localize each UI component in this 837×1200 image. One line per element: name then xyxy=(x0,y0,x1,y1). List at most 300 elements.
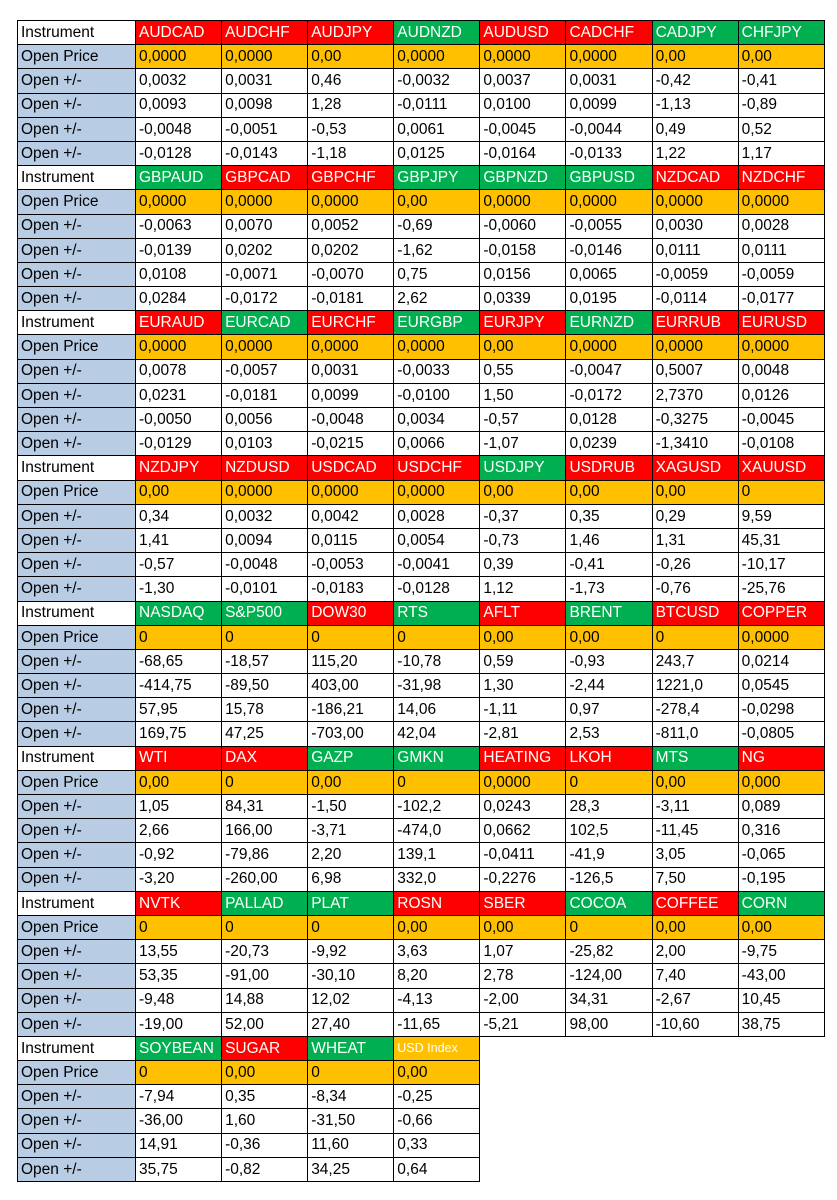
change-cell: 1,41 xyxy=(136,528,222,552)
change-cell: 0,0125 xyxy=(394,141,480,165)
open-price-cell: 0 xyxy=(136,915,222,939)
empty-cell xyxy=(566,1036,652,1060)
change-cell: -3,11 xyxy=(652,795,738,819)
change-cell: 0,0662 xyxy=(480,819,566,843)
change-cell: -0,25 xyxy=(394,1085,480,1109)
symbol-rosn: ROSN xyxy=(394,891,480,915)
change-cell: 0,0056 xyxy=(222,408,308,432)
empty-cell xyxy=(480,1036,566,1060)
change-cell: -31,98 xyxy=(394,674,480,698)
change-row xyxy=(18,722,825,746)
change-row xyxy=(18,117,825,141)
empty-cell xyxy=(652,1157,738,1181)
symbol-eurchf: EURCHF xyxy=(308,311,394,335)
symbol-euraud: EURAUD xyxy=(136,311,222,335)
change-row xyxy=(18,674,825,698)
change-cell: -0,0215 xyxy=(308,432,394,456)
change-row xyxy=(18,1012,825,1036)
open-price-cell: 0 xyxy=(394,625,480,649)
symbol-brent: BRENT xyxy=(566,601,652,625)
change-cell: 1,31 xyxy=(652,528,738,552)
open-price-label: Open Price xyxy=(18,335,136,359)
change-cell: 0,0042 xyxy=(308,504,394,528)
change-cell: -4,13 xyxy=(394,988,480,1012)
open-price-cell: 0,00 xyxy=(308,770,394,794)
open-change-label: Open +/- xyxy=(18,383,136,407)
change-row xyxy=(18,359,825,383)
empty-cell xyxy=(566,1109,652,1133)
change-cell: -0,82 xyxy=(222,1157,308,1181)
open-price-cell: 0 xyxy=(308,1061,394,1085)
symbol-eurusd: EURUSD xyxy=(738,311,824,335)
open-price-cell: 0,0000 xyxy=(136,45,222,69)
change-cell: 42,04 xyxy=(394,722,480,746)
open-change-label: Open +/- xyxy=(18,141,136,165)
change-cell: -0,0045 xyxy=(738,408,824,432)
change-cell: 0,0243 xyxy=(480,795,566,819)
change-cell: -41,9 xyxy=(566,843,652,867)
change-cell: -0,69 xyxy=(394,214,480,238)
change-cell: -0,0172 xyxy=(222,287,308,311)
empty-cell xyxy=(480,1109,566,1133)
change-cell: 0,55 xyxy=(480,359,566,383)
open-change-label: Open +/- xyxy=(18,262,136,286)
open-price-cell: 0,00 xyxy=(566,480,652,504)
open-price-cell: 0,0000 xyxy=(308,190,394,214)
open-price-row xyxy=(18,45,825,69)
empty-cell xyxy=(566,1061,652,1085)
symbol-nasdaq: NASDAQ xyxy=(136,601,222,625)
change-cell: 0,0100 xyxy=(480,93,566,117)
open-price-cell: 0 xyxy=(222,915,308,939)
change-cell: -124,00 xyxy=(566,964,652,988)
change-cell: 0,0126 xyxy=(738,383,824,407)
change-row xyxy=(18,795,825,819)
change-cell: 1,46 xyxy=(566,528,652,552)
symbol-copper: COPPER xyxy=(738,601,824,625)
open-change-label: Open +/- xyxy=(18,988,136,1012)
empty-cell xyxy=(480,1061,566,1085)
change-cell: 47,25 xyxy=(222,722,308,746)
change-cell: 102,5 xyxy=(566,819,652,843)
open-price-cell: 0,00 xyxy=(222,1061,308,1085)
change-cell: 0,0214 xyxy=(738,649,824,673)
symbol-s-p500: S&P500 xyxy=(222,601,308,625)
change-cell: 0,0065 xyxy=(566,262,652,286)
change-cell: -25,76 xyxy=(738,577,824,601)
open-price-cell: 0,0000 xyxy=(480,45,566,69)
change-row xyxy=(18,287,825,311)
open-price-cell: 0,00 xyxy=(308,45,394,69)
open-price-label: Open Price xyxy=(18,770,136,794)
change-cell: -0,0059 xyxy=(738,262,824,286)
change-cell: -0,0133 xyxy=(566,141,652,165)
change-cell: 0,0034 xyxy=(394,408,480,432)
change-cell: -1,50 xyxy=(308,795,394,819)
change-cell: -0,0411 xyxy=(480,843,566,867)
symbol-ng: NG xyxy=(738,746,824,770)
change-cell: 166,00 xyxy=(222,819,308,843)
change-cell: 15,78 xyxy=(222,698,308,722)
instrument-row xyxy=(18,456,825,480)
change-cell: -2,81 xyxy=(480,722,566,746)
change-row xyxy=(18,1157,825,1181)
open-price-cell: 0,00 xyxy=(738,45,824,69)
open-price-cell: 0,0000 xyxy=(652,335,738,359)
change-cell: -0,0060 xyxy=(480,214,566,238)
open-price-cell: 0,00 xyxy=(136,770,222,794)
instrument-row xyxy=(18,311,825,335)
change-cell: -811,0 xyxy=(652,722,738,746)
change-cell: -0,0100 xyxy=(394,383,480,407)
change-cell: 2,66 xyxy=(136,819,222,843)
symbol-lkoh: LKOH xyxy=(566,746,652,770)
change-row xyxy=(18,577,825,601)
change-cell: -474,0 xyxy=(394,819,480,843)
change-cell: 3,63 xyxy=(394,940,480,964)
symbol-nvtk: NVTK xyxy=(136,891,222,915)
change-cell: -1,11 xyxy=(480,698,566,722)
change-cell: -0,0047 xyxy=(566,359,652,383)
change-cell: -10,78 xyxy=(394,649,480,673)
instrument-row xyxy=(18,166,825,190)
change-cell: -0,0805 xyxy=(738,722,824,746)
change-cell: -0,0143 xyxy=(222,141,308,165)
symbol-xagusd: XAGUSD xyxy=(652,456,738,480)
change-cell: -0,0108 xyxy=(738,432,824,456)
symbol-gbpnzd: GBPNZD xyxy=(480,166,566,190)
change-row xyxy=(18,698,825,722)
open-change-label: Open +/- xyxy=(18,287,136,311)
change-cell: -18,57 xyxy=(222,649,308,673)
change-cell: 403,00 xyxy=(308,674,394,698)
change-cell: -0,93 xyxy=(566,649,652,673)
change-cell: 243,7 xyxy=(652,649,738,673)
symbol-nzdusd: NZDUSD xyxy=(222,456,308,480)
change-cell: 35,75 xyxy=(136,1157,222,1181)
change-cell: -1,18 xyxy=(308,141,394,165)
open-price-cell: 0,0000 xyxy=(394,335,480,359)
instrument-label: Instrument xyxy=(18,891,136,915)
symbol-usdjpy: USDJPY xyxy=(480,456,566,480)
open-price-cell: 0,0000 xyxy=(738,625,824,649)
change-cell: 0,0061 xyxy=(394,117,480,141)
open-price-label: Open Price xyxy=(18,915,136,939)
symbol-audnzd: AUDNZD xyxy=(394,21,480,45)
open-change-label: Open +/- xyxy=(18,528,136,552)
change-cell: 0,39 xyxy=(480,553,566,577)
change-cell: 0,97 xyxy=(566,698,652,722)
change-cell: -0,0050 xyxy=(136,408,222,432)
change-cell: -0,57 xyxy=(480,408,566,432)
change-cell: -703,00 xyxy=(308,722,394,746)
open-price-cell: 0,0000 xyxy=(222,335,308,359)
change-cell: -9,48 xyxy=(136,988,222,1012)
empty-cell xyxy=(480,1157,566,1181)
symbol-mts: MTS xyxy=(652,746,738,770)
change-row xyxy=(18,69,825,93)
change-cell: 0,0099 xyxy=(566,93,652,117)
change-cell: -0,0177 xyxy=(738,287,824,311)
empty-cell xyxy=(566,1157,652,1181)
open-change-label: Open +/- xyxy=(18,553,136,577)
symbol-plat: PLAT xyxy=(308,891,394,915)
change-cell: 0,0098 xyxy=(222,93,308,117)
change-row xyxy=(18,528,825,552)
empty-cell xyxy=(566,1133,652,1157)
instrument-row xyxy=(18,746,825,770)
symbol-gbpaud: GBPAUD xyxy=(136,166,222,190)
change-cell: -11,65 xyxy=(394,1012,480,1036)
change-cell: -260,00 xyxy=(222,867,308,891)
change-cell: -126,5 xyxy=(566,867,652,891)
change-cell: 0,64 xyxy=(394,1157,480,1181)
symbol-gbpcad: GBPCAD xyxy=(222,166,308,190)
change-cell: 0,0032 xyxy=(136,69,222,93)
open-price-cell: 0,00 xyxy=(394,1061,480,1085)
change-row xyxy=(18,867,825,891)
open-price-label: Open Price xyxy=(18,45,136,69)
change-cell: -1,62 xyxy=(394,238,480,262)
open-price-cell: 0,0000 xyxy=(136,335,222,359)
change-cell: -414,75 xyxy=(136,674,222,698)
change-cell: 2,53 xyxy=(566,722,652,746)
change-cell: -11,45 xyxy=(652,819,738,843)
change-row xyxy=(18,819,825,843)
open-price-cell: 0,0000 xyxy=(480,770,566,794)
change-cell: -0,0057 xyxy=(222,359,308,383)
change-cell: 6,98 xyxy=(308,867,394,891)
symbol-wti: WTI xyxy=(136,746,222,770)
change-cell: -0,53 xyxy=(308,117,394,141)
change-cell: -0,37 xyxy=(480,504,566,528)
change-cell: -278,4 xyxy=(652,698,738,722)
open-price-cell: 0 xyxy=(222,625,308,649)
change-cell: 139,1 xyxy=(394,843,480,867)
open-price-cell: 0,0000 xyxy=(394,480,480,504)
open-price-cell: 0,00 xyxy=(480,480,566,504)
change-cell: 8,20 xyxy=(394,964,480,988)
empty-cell xyxy=(738,1109,824,1133)
symbol-cocoa: COCOA xyxy=(566,891,652,915)
symbol-audcad: AUDCAD xyxy=(136,21,222,45)
open-change-label: Open +/- xyxy=(18,577,136,601)
change-row xyxy=(18,1133,825,1157)
symbol-gbpchf: GBPCHF xyxy=(308,166,394,190)
open-price-cell: 0,00 xyxy=(738,915,824,939)
change-row xyxy=(18,649,825,673)
open-price-cell: 0,0000 xyxy=(566,335,652,359)
change-cell: -0,0158 xyxy=(480,238,566,262)
open-change-label: Open +/- xyxy=(18,69,136,93)
change-cell: 0,0032 xyxy=(222,504,308,528)
change-cell: 332,0 xyxy=(394,867,480,891)
change-cell: 0,0078 xyxy=(136,359,222,383)
empty-cell xyxy=(566,1085,652,1109)
instrument-label: Instrument xyxy=(18,746,136,770)
change-cell: -0,0172 xyxy=(566,383,652,407)
open-price-cell: 0,0000 xyxy=(394,45,480,69)
change-cell: 0,0028 xyxy=(394,504,480,528)
change-cell: 14,88 xyxy=(222,988,308,1012)
change-cell: 115,20 xyxy=(308,649,394,673)
empty-cell xyxy=(652,1109,738,1133)
change-cell: -0,0070 xyxy=(308,262,394,286)
empty-cell xyxy=(738,1036,824,1060)
open-price-cell: 0 xyxy=(652,625,738,649)
change-cell: 7,50 xyxy=(652,867,738,891)
open-price-cell: 0 xyxy=(222,770,308,794)
symbol-audusd: AUDUSD xyxy=(480,21,566,45)
open-change-label: Open +/- xyxy=(18,940,136,964)
change-cell: -5,21 xyxy=(480,1012,566,1036)
open-change-label: Open +/- xyxy=(18,1012,136,1036)
symbol-usd-index: USD Index xyxy=(394,1036,480,1060)
change-cell: 27,40 xyxy=(308,1012,394,1036)
change-cell: -0,0048 xyxy=(136,117,222,141)
change-cell: -0,0059 xyxy=(652,262,738,286)
empty-cell xyxy=(738,1061,824,1085)
empty-cell xyxy=(652,1036,738,1060)
change-cell: 0,52 xyxy=(738,117,824,141)
change-cell: -2,00 xyxy=(480,988,566,1012)
change-cell: -31,50 xyxy=(308,1109,394,1133)
change-row xyxy=(18,1085,825,1109)
change-cell: 3,05 xyxy=(652,843,738,867)
change-cell: 14,91 xyxy=(136,1133,222,1157)
symbol-usdchf: USDCHF xyxy=(394,456,480,480)
change-cell: 0,0231 xyxy=(136,383,222,407)
change-cell: 0,0195 xyxy=(566,287,652,311)
change-cell: -0,0044 xyxy=(566,117,652,141)
open-price-cell: 0,0000 xyxy=(652,190,738,214)
change-cell: -68,65 xyxy=(136,649,222,673)
change-cell: -0,0033 xyxy=(394,359,480,383)
symbol-audjpy: AUDJPY xyxy=(308,21,394,45)
change-cell: -0,0128 xyxy=(136,141,222,165)
quotes-table xyxy=(17,20,825,1182)
change-row xyxy=(18,262,825,286)
change-cell: 1,30 xyxy=(480,674,566,698)
change-cell: -10,60 xyxy=(652,1012,738,1036)
instrument-label: Instrument xyxy=(18,311,136,335)
symbol-audchf: AUDCHF xyxy=(222,21,308,45)
instrument-row xyxy=(18,1036,825,1060)
change-cell: -0,76 xyxy=(652,577,738,601)
change-cell: 12,02 xyxy=(308,988,394,1012)
open-price-cell: 0,00 xyxy=(480,625,566,649)
change-cell: -0,0298 xyxy=(738,698,824,722)
change-row xyxy=(18,553,825,577)
empty-cell xyxy=(738,1157,824,1181)
change-cell: -0,42 xyxy=(652,69,738,93)
symbol-dax: DAX xyxy=(222,746,308,770)
change-cell: -3,71 xyxy=(308,819,394,843)
change-cell: 0,46 xyxy=(308,69,394,93)
open-price-cell: 0,000 xyxy=(738,770,824,794)
change-row xyxy=(18,238,825,262)
open-change-label: Open +/- xyxy=(18,117,136,141)
open-price-cell: 0 xyxy=(308,625,394,649)
change-cell: 0,0054 xyxy=(394,528,480,552)
change-cell: 34,31 xyxy=(566,988,652,1012)
change-cell: -0,0053 xyxy=(308,553,394,577)
change-cell: -1,30 xyxy=(136,577,222,601)
change-cell: 45,31 xyxy=(738,528,824,552)
open-change-label: Open +/- xyxy=(18,1133,136,1157)
open-price-cell: 0,0000 xyxy=(308,480,394,504)
empty-cell xyxy=(652,1085,738,1109)
instrument-label: Instrument xyxy=(18,601,136,625)
open-price-row xyxy=(18,770,825,794)
change-cell: 1,07 xyxy=(480,940,566,964)
change-cell: 0,0202 xyxy=(222,238,308,262)
change-cell: 11,60 xyxy=(308,1133,394,1157)
symbol-dow30: DOW30 xyxy=(308,601,394,625)
symbol-cadchf: CADCHF xyxy=(566,21,652,45)
open-change-label: Open +/- xyxy=(18,504,136,528)
change-row xyxy=(18,432,825,456)
instrument-row xyxy=(18,601,825,625)
open-change-label: Open +/- xyxy=(18,1157,136,1181)
change-cell: -0,57 xyxy=(136,553,222,577)
symbol-nzdjpy: NZDJPY xyxy=(136,456,222,480)
open-price-cell: 0,00 xyxy=(480,335,566,359)
change-row xyxy=(18,408,825,432)
symbol-corn: CORN xyxy=(738,891,824,915)
open-price-cell: 0,0000 xyxy=(136,190,222,214)
change-row xyxy=(18,504,825,528)
change-cell: -0,0045 xyxy=(480,117,566,141)
symbol-wheat: WHEAT xyxy=(308,1036,394,1060)
change-cell: 0,0048 xyxy=(738,359,824,383)
empty-cell xyxy=(652,1061,738,1085)
symbol-eurnzd: EURNZD xyxy=(566,311,652,335)
open-price-cell: 0,0000 xyxy=(566,45,652,69)
change-cell: -0,0111 xyxy=(394,93,480,117)
change-cell: 0,0128 xyxy=(566,408,652,432)
change-cell: 38,75 xyxy=(738,1012,824,1036)
change-cell: -0,0051 xyxy=(222,117,308,141)
open-price-cell: 0 xyxy=(394,770,480,794)
open-price-cell: 0 xyxy=(136,1061,222,1085)
instrument-label: Instrument xyxy=(18,166,136,190)
change-cell: -25,82 xyxy=(566,940,652,964)
symbol-gazp: GAZP xyxy=(308,746,394,770)
open-price-cell: 0,0000 xyxy=(222,190,308,214)
change-cell: 1,05 xyxy=(136,795,222,819)
change-cell: -0,0139 xyxy=(136,238,222,262)
change-cell: -102,2 xyxy=(394,795,480,819)
change-cell: 0,0052 xyxy=(308,214,394,238)
open-price-cell: 0,00 xyxy=(652,45,738,69)
change-cell: -79,86 xyxy=(222,843,308,867)
open-price-cell: 0,0000 xyxy=(222,480,308,504)
change-cell: -91,00 xyxy=(222,964,308,988)
change-cell: -0,89 xyxy=(738,93,824,117)
change-cell: -0,26 xyxy=(652,553,738,577)
change-cell: -0,0048 xyxy=(222,553,308,577)
change-cell: 1,17 xyxy=(738,141,824,165)
open-change-label: Open +/- xyxy=(18,214,136,238)
change-cell: 0,0115 xyxy=(308,528,394,552)
change-cell: -36,00 xyxy=(136,1109,222,1133)
open-price-label: Open Price xyxy=(18,1061,136,1085)
open-change-label: Open +/- xyxy=(18,1109,136,1133)
change-cell: -0,0063 xyxy=(136,214,222,238)
change-cell: 1,50 xyxy=(480,383,566,407)
open-price-label: Open Price xyxy=(18,625,136,649)
